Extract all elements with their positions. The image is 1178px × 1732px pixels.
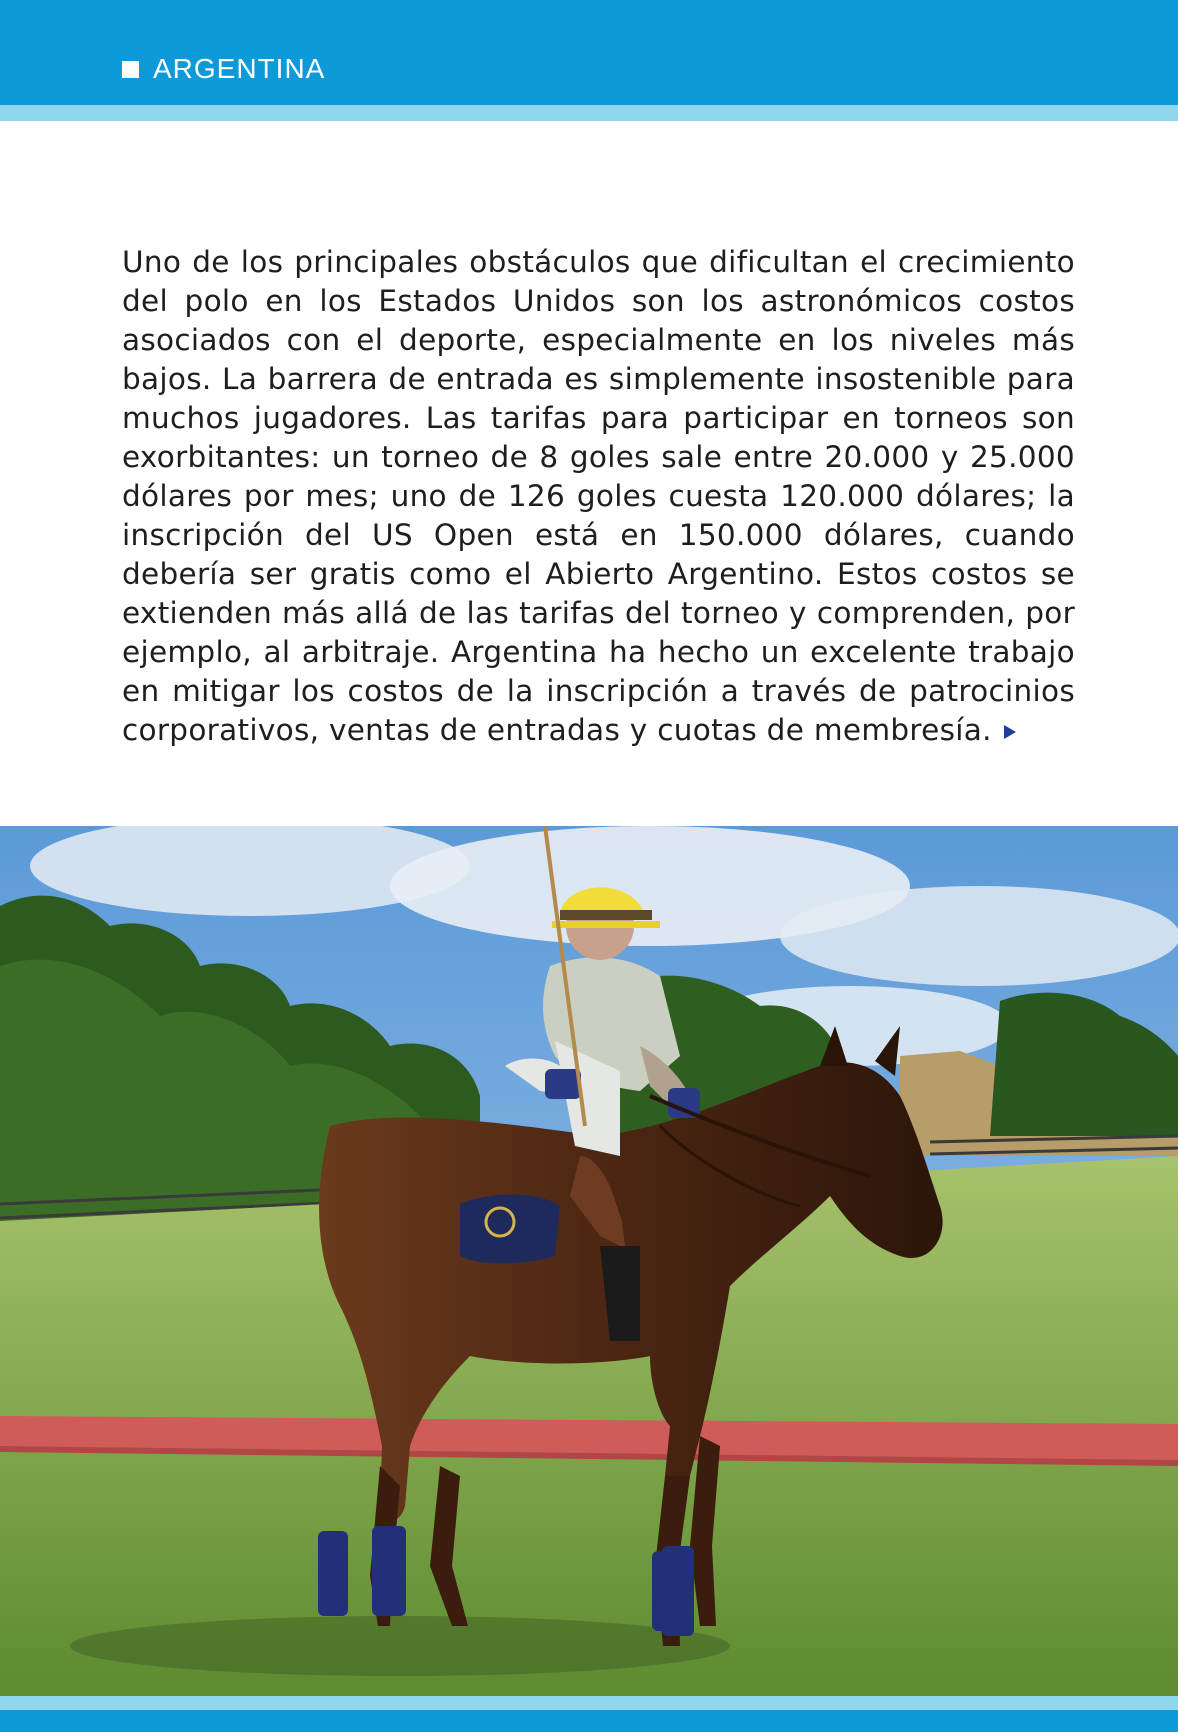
- continue-arrow-icon: [1004, 725, 1016, 739]
- footer-stripe: [0, 1696, 1178, 1710]
- section-title: ARGENTINA: [153, 53, 326, 84]
- article-text: Uno de los principales obstáculos que dificultan el crecimiento del polo en los Estados Unidos son los astronómicos costos asociados con el deporte, especialmente en los niveles más bajos. La barrera de entrada es simplemente insostenible para muchos jugadores. Las tarifas para participar en torneos son exorbitantes: un torneo de 8 goles sale entre 20.000 y 25.000 dólares por mes; uno de 126 goles cuesta 120.000 dólares; la inscripción del US Open está en 150.000 dólares, cuando debería ser gratis como el Abierto Argentino. Estos costos se extienden más allá de las tarifas del torneo y comprenden, por ejemplo, al arbitraje. Argentina ha hecho un excelente trabajo en mitigar los costos de la inscripción a través de patrocinios corporativos, ventas de entradas y cuotas de membresía.: [122, 245, 1075, 747]
- polo-photo-illustration: [0, 826, 1178, 1696]
- footer-bar: [0, 1710, 1178, 1732]
- section-square-icon: [122, 61, 139, 78]
- header-stripe: [0, 105, 1178, 121]
- article-paragraph: [122, 243, 1075, 750]
- polo-photo: [0, 826, 1178, 1696]
